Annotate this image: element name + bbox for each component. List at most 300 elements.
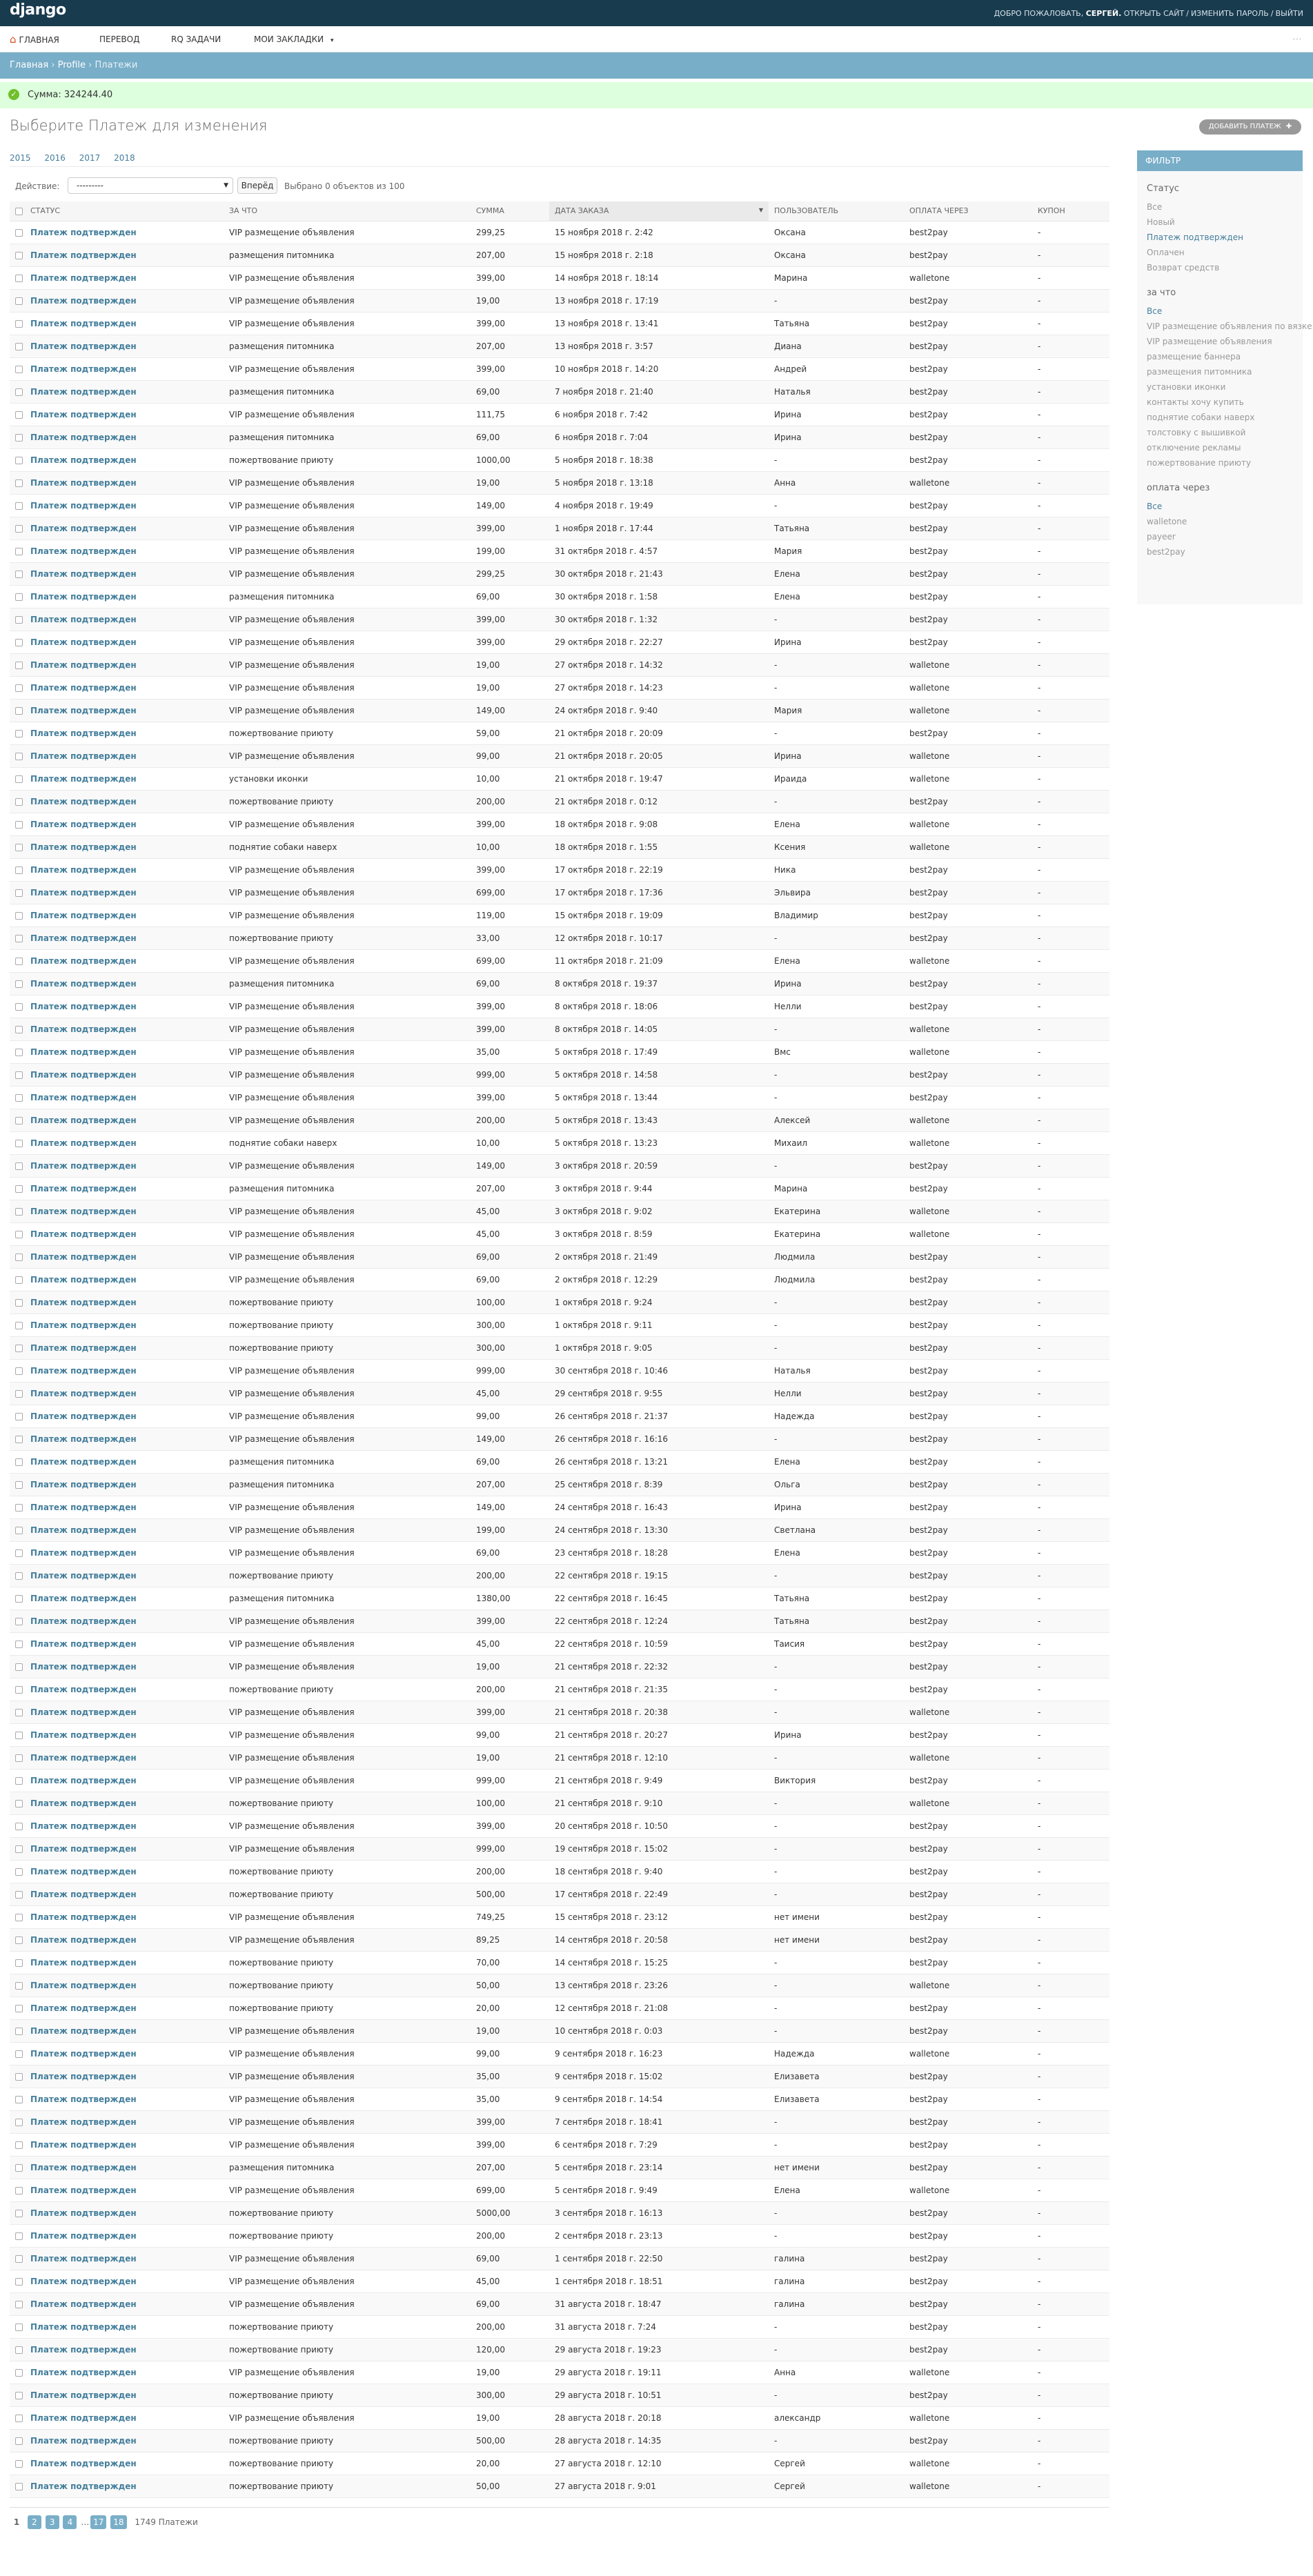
filter-option[interactable]: Все — [1147, 502, 1163, 511]
payment-via-cell: walletone — [904, 835, 1032, 858]
payment-link[interactable]: Платеж подтвержден — [30, 614, 137, 624]
coupon-cell: - — [1032, 1883, 1109, 1905]
payment-link[interactable]: Платеж подтвержден — [30, 1343, 137, 1353]
row-checkbox[interactable] — [10, 1792, 25, 1814]
column-header-user[interactable]: ПОЛЬЗОВАТЕЛЬ — [769, 201, 904, 221]
payment-link[interactable]: Платеж подтвержден — [30, 1821, 137, 1831]
coupon-cell: - — [1032, 2019, 1109, 2042]
status-cell — [25, 539, 224, 562]
payment-link[interactable]: Платеж подтвержден — [30, 1707, 137, 1717]
filter-option[interactable]: VIP размещение объявления по вязке — [1147, 321, 1312, 331]
add-payment-button[interactable] — [1199, 119, 1301, 135]
payment-link[interactable]: Платеж подтвержден — [30, 2276, 137, 2286]
row-checkbox[interactable] — [10, 2224, 25, 2247]
year-link[interactable]: 2018 — [114, 153, 135, 163]
payment-link[interactable]: Платеж подтвержден — [30, 1320, 137, 1330]
row-checkbox[interactable] — [10, 1063, 25, 1086]
row-checkbox[interactable] — [10, 949, 25, 972]
column-header-for-what[interactable]: ЗА ЧТО — [224, 201, 471, 221]
sort-desc-icon[interactable]: ▼ — [758, 207, 763, 213]
payment-link[interactable]: Платеж подтвержден — [30, 273, 137, 283]
payment-link[interactable]: Платеж подтвержден — [30, 1388, 137, 1398]
payment-link[interactable]: Платеж подтвержден — [30, 1411, 137, 1421]
payment-link[interactable]: Платеж подтвержден — [30, 1138, 137, 1148]
row-checkbox[interactable] — [10, 608, 25, 631]
order-date-cell: 6 ноября 2018 г. 7:42 — [549, 403, 769, 426]
order-date-cell: 3 октября 2018 г. 8:59 — [549, 1222, 769, 1245]
row-checkbox[interactable] — [10, 1291, 25, 1314]
table-row — [10, 699, 1109, 722]
payment-link[interactable]: Платеж подтвержден — [30, 523, 137, 533]
row-checkbox[interactable] — [10, 767, 25, 790]
row-checkbox[interactable] — [10, 1336, 25, 1359]
coupon-cell: - — [1032, 448, 1109, 471]
payment-link[interactable]: Платеж подтвержден — [30, 887, 137, 898]
coupon-cell: - — [1032, 2179, 1109, 2201]
filter-option[interactable]: отключение рекламы — [1147, 443, 1241, 453]
row-checkbox[interactable] — [10, 1997, 25, 2019]
payment-link[interactable]: Платеж подтвержден — [30, 864, 137, 875]
filter-option[interactable]: Все — [1147, 202, 1163, 212]
payment-link[interactable]: Платеж подтвержден — [30, 1001, 137, 1011]
breadcrumb-app[interactable]: Profile — [57, 60, 86, 70]
row-checkbox[interactable] — [10, 2201, 25, 2224]
payment-link[interactable]: Платеж подтвержден — [30, 1365, 137, 1376]
payment-link[interactable]: Платеж подтвержден — [30, 1183, 137, 1193]
payment-link[interactable]: Платеж подтвержден — [30, 546, 137, 556]
row-checkbox[interactable] — [10, 2475, 25, 2497]
payment-link[interactable]: Платеж подтвержден — [30, 1502, 137, 1512]
payment-link[interactable]: Платеж подтвержден — [30, 842, 137, 852]
coupon-cell: - — [1032, 1382, 1109, 1405]
payment-link[interactable]: Платеж подтвержден — [30, 2230, 137, 2241]
payment-link[interactable]: Платеж подтвержден — [30, 1092, 137, 1102]
payment-via-cell: best2pay — [904, 1268, 1032, 1291]
payment-link[interactable]: Платеж подтвержден — [30, 2253, 137, 2263]
row-checkbox[interactable] — [10, 1655, 25, 1678]
order-date-cell: 15 октября 2018 г. 19:09 — [549, 904, 769, 927]
column-header-coupon[interactable]: КУПОН — [1032, 201, 1109, 221]
payment-link[interactable]: Платеж подтвержден — [30, 1752, 137, 1763]
payment-link[interactable]: Платеж подтвержден — [30, 364, 137, 374]
row-checkbox[interactable] — [10, 585, 25, 608]
status-cell — [25, 676, 224, 699]
payment-link[interactable]: Платеж подтвержден — [30, 955, 137, 966]
page-link[interactable]: 2 — [28, 2515, 41, 2529]
payment-link[interactable]: Платеж подтвержден — [30, 1206, 137, 1216]
payment-link[interactable]: Платеж подтвержден — [30, 773, 137, 784]
payment-link[interactable]: Платеж подтвержден — [30, 250, 137, 260]
payment-link[interactable]: Платеж подтвержден — [30, 637, 137, 647]
page-link[interactable]: 4 — [63, 2515, 77, 2529]
row-checkbox[interactable] — [10, 1518, 25, 1541]
row-checkbox[interactable] — [10, 1860, 25, 1883]
row-checkbox[interactable] — [10, 1974, 25, 1997]
payment-link[interactable]: Платеж подтвержден — [30, 1547, 137, 1558]
row-checkbox[interactable] — [10, 1040, 25, 1063]
row-checkbox[interactable] — [10, 790, 25, 813]
payment-link[interactable]: Платеж подтвержден — [30, 682, 137, 693]
row-checkbox[interactable] — [10, 1837, 25, 1860]
nav-rq-tasks[interactable]: RQ ЗАДАЧИ — [171, 34, 221, 44]
row-checkbox[interactable] — [10, 426, 25, 448]
for-what-cell: установки иконки — [224, 767, 471, 790]
filter-option[interactable]: Новый — [1147, 217, 1175, 227]
payment-link[interactable]: Платеж подтвержден — [30, 705, 137, 715]
column-header-order-date[interactable] — [549, 201, 769, 221]
page-link[interactable]: 17 — [90, 2515, 106, 2529]
order-date-cell: 21 сентября 2018 г. 9:10 — [549, 1792, 769, 1814]
year-link[interactable]: 2017 — [79, 153, 101, 163]
column-header-payment-via[interactable]: ОПЛАТА ЧЕРЕЗ — [904, 201, 1032, 221]
payment-link[interactable]: Платеж подтвержден — [30, 2139, 137, 2150]
row-checkbox[interactable] — [10, 1769, 25, 1792]
nav-home[interactable] — [10, 26, 59, 52]
row-checkbox[interactable] — [10, 676, 25, 699]
for-what-cell: VIP размещение объявления — [224, 1655, 471, 1678]
row-checkbox[interactable] — [10, 858, 25, 881]
row-checkbox[interactable] — [10, 881, 25, 904]
filter-option[interactable]: VIP размещение объявления — [1147, 337, 1272, 346]
row-checkbox[interactable] — [10, 1883, 25, 1905]
payment-link[interactable]: Платеж подтвержден — [30, 386, 137, 397]
payment-link[interactable]: Платеж подтвержден — [30, 751, 137, 761]
filter-option[interactable]: Платеж подтвержден — [1147, 232, 1243, 242]
row-checkbox[interactable] — [10, 1928, 25, 1951]
payment-link[interactable]: Платеж подтвержден — [30, 2003, 137, 2013]
row-checkbox[interactable] — [10, 221, 25, 244]
payment-link[interactable]: Платеж подтвержден — [30, 2208, 137, 2218]
payment-link[interactable]: Платеж подтвержден — [30, 660, 137, 670]
row-checkbox[interactable] — [10, 1427, 25, 1450]
filter-option[interactable]: толстовку с вышивкой — [1147, 428, 1246, 437]
payment-link[interactable]: Платеж подтвержден — [30, 728, 137, 738]
payment-link[interactable]: Платеж подтвержден — [30, 432, 137, 442]
page-link[interactable]: 18 — [110, 2515, 126, 2529]
row-checkbox[interactable] — [10, 1268, 25, 1291]
status-cell — [25, 608, 224, 631]
user-cell: - — [769, 1792, 904, 1814]
payment-link[interactable]: Платеж подтвержден — [30, 2412, 137, 2423]
row-checkbox[interactable] — [10, 1177, 25, 1200]
payment-link[interactable]: Платеж подтвержден — [30, 1912, 137, 1922]
row-checkbox[interactable] — [10, 1359, 25, 1382]
payment-via-cell: walletone — [904, 1701, 1032, 1723]
payment-link[interactable]: Платеж подтвержден — [30, 2071, 137, 2081]
filter-option[interactable]: Все — [1147, 306, 1163, 316]
payment-link[interactable]: Платеж подтвержден — [30, 2435, 137, 2446]
payment-link[interactable]: Платеж подтвержден — [30, 2321, 137, 2332]
filter-option[interactable]: payeer — [1147, 532, 1176, 542]
order-date-cell: 15 сентября 2018 г. 23:12 — [549, 1905, 769, 1928]
payment-link[interactable]: Платеж подтвержден — [30, 2185, 137, 2195]
row-checkbox[interactable] — [10, 1564, 25, 1587]
payment-link[interactable]: Платеж подтвержден — [30, 227, 137, 237]
payment-link[interactable]: Платеж подтвержден — [30, 2390, 137, 2400]
filter-option[interactable]: Возврат средств — [1147, 263, 1220, 273]
payment-link[interactable]: Платеж подтвержден — [30, 477, 137, 488]
table-row — [10, 1518, 1109, 1541]
row-checkbox[interactable] — [10, 1746, 25, 1769]
payment-link[interactable]: Платеж подтвержден — [30, 2048, 137, 2059]
payment-link[interactable]: Платеж подтвержден — [30, 2367, 137, 2377]
row-checkbox[interactable] — [10, 2361, 25, 2384]
row-checkbox[interactable] — [10, 403, 25, 426]
filter-option[interactable]: пожертвование приюту — [1147, 458, 1252, 468]
row-checkbox[interactable] — [10, 471, 25, 494]
coupon-cell: - — [1032, 858, 1109, 881]
row-checkbox[interactable] — [10, 2042, 25, 2065]
row-checkbox[interactable] — [10, 1154, 25, 1177]
row-checkbox[interactable] — [10, 448, 25, 471]
row-checkbox[interactable] — [10, 1450, 25, 1473]
status-cell — [25, 494, 224, 517]
payment-link[interactable]: Платеж подтвержден — [30, 2117, 137, 2127]
for-what-cell: VIP размещение объявления — [224, 562, 471, 585]
row-checkbox[interactable] — [10, 562, 25, 585]
filter-option[interactable]: walletone — [1147, 517, 1187, 526]
row-checkbox[interactable] — [10, 335, 25, 357]
payment-link[interactable]: Платеж подтвержден — [30, 1525, 137, 1535]
results-table — [10, 201, 1109, 2498]
payment-link[interactable]: Платеж подтвержден — [30, 1775, 137, 1785]
row-checkbox[interactable] — [10, 2429, 25, 2452]
row-checkbox[interactable] — [10, 1609, 25, 1632]
row-checkbox[interactable] — [10, 744, 25, 767]
status-cell — [25, 2133, 224, 2156]
row-checkbox[interactable] — [10, 2315, 25, 2338]
payment-link[interactable]: Платеж подтвержден — [30, 2025, 137, 2036]
page-link[interactable]: 3 — [46, 2515, 59, 2529]
filter-option[interactable]: контакты хочу купить — [1147, 397, 1244, 407]
payment-link[interactable]: Платеж подтвержден — [30, 933, 137, 943]
row-checkbox[interactable] — [10, 2110, 25, 2133]
payment-via-cell: best2pay — [904, 1427, 1032, 1450]
row-checkbox[interactable] — [10, 1951, 25, 1974]
filter-option[interactable]: размещения питомника — [1147, 367, 1252, 377]
filter-group-title: Статус — [1147, 184, 1180, 194]
filter-option[interactable]: best2pay — [1147, 547, 1185, 557]
payment-link[interactable]: Платеж подтвержден — [30, 1024, 137, 1034]
row-checkbox[interactable] — [10, 813, 25, 835]
row-checkbox[interactable] — [10, 995, 25, 1018]
row-checkbox[interactable] — [10, 2156, 25, 2179]
payment-link[interactable]: Платеж подтвержден — [30, 1251, 137, 1262]
payment-link[interactable]: Платеж подтвержден — [30, 568, 137, 579]
logout-link[interactable]: ВЫЙТИ — [1275, 9, 1303, 18]
payment-link[interactable]: Платеж подтвержден — [30, 1297, 137, 1307]
user-cell: Екатерина — [769, 1200, 904, 1222]
payment-link[interactable]: Платеж подтвержден — [30, 1638, 137, 1649]
change-password-link[interactable]: ИЗМЕНИТЬ ПАРОЛЬ — [1190, 9, 1269, 18]
row-checkbox[interactable] — [10, 1587, 25, 1609]
payment-link[interactable]: Платеж подтвержден — [30, 819, 137, 829]
row-checkbox[interactable] — [10, 494, 25, 517]
payment-link[interactable]: Платеж подтвержден — [30, 910, 137, 920]
payment-link[interactable]: Платеж подтвержден — [30, 1661, 137, 1672]
payment-link[interactable]: Платеж подтвержден — [30, 2162, 137, 2172]
nav-translate[interactable]: ПЕРЕВОД — [99, 34, 140, 44]
payment-link[interactable]: Платеж подтвержден — [30, 318, 137, 328]
coupon-cell: - — [1032, 221, 1109, 244]
row-checkbox[interactable] — [10, 2292, 25, 2315]
user-cell: - — [769, 790, 904, 813]
payment-link[interactable]: Платеж подтвержден — [30, 591, 137, 602]
payment-link[interactable]: Платеж подтвержден — [30, 1934, 137, 1945]
row-checkbox[interactable] — [10, 517, 25, 539]
row-checkbox[interactable] — [10, 1701, 25, 1723]
row-checkbox[interactable] — [10, 2384, 25, 2406]
row-checkbox[interactable] — [10, 2406, 25, 2429]
payment-link[interactable]: Платеж подтвержден — [30, 1047, 137, 1057]
row-checkbox[interactable] — [10, 539, 25, 562]
row-checkbox[interactable] — [10, 2019, 25, 2042]
row-checkbox[interactable] — [10, 2179, 25, 2201]
table-row — [10, 1701, 1109, 1723]
payment-link[interactable]: Платеж подтвержден — [30, 1866, 137, 1876]
payment-link[interactable]: Платеж подтвержден — [30, 1616, 137, 1626]
payment-link[interactable]: Платеж подтвержден — [30, 2094, 137, 2104]
row-checkbox[interactable] — [10, 835, 25, 858]
for-what-cell: поднятие собаки наверх — [224, 835, 471, 858]
go-button[interactable]: Вперёд — [237, 177, 277, 194]
row-checkbox[interactable] — [10, 1086, 25, 1109]
payment-link[interactable]: Платеж подтвержден — [30, 409, 137, 419]
filter-option[interactable]: установки иконки — [1147, 382, 1226, 392]
payment-link[interactable]: Платеж подтвержден — [30, 1684, 137, 1694]
row-checkbox[interactable] — [10, 1632, 25, 1655]
table-row — [10, 2065, 1109, 2088]
row-checkbox[interactable] — [10, 1678, 25, 1701]
row-checkbox[interactable] — [10, 631, 25, 653]
action-select[interactable] — [68, 177, 233, 194]
payment-link[interactable]: Платеж подтвержден — [30, 341, 137, 351]
payment-link[interactable]: Платеж подтвержден — [30, 1957, 137, 1968]
column-header-status[interactable]: СТАТУС — [25, 201, 224, 221]
payment-link[interactable]: Платеж подтвержден — [30, 1730, 137, 1740]
row-checkbox[interactable] — [10, 244, 25, 266]
row-checkbox[interactable] — [10, 1473, 25, 1496]
row-checkbox[interactable] — [10, 904, 25, 927]
row-checkbox[interactable] — [10, 2088, 25, 2110]
payment-link[interactable]: Платеж подтвержден — [30, 796, 137, 806]
row-checkbox[interactable] — [10, 927, 25, 949]
order-date-cell: 14 сентября 2018 г. 20:58 — [549, 1928, 769, 1951]
settings-icon[interactable]: ⋯ — [1292, 34, 1302, 45]
actions-bar — [10, 177, 1109, 195]
row-checkbox[interactable] — [10, 266, 25, 289]
amount-cell: 1000,00 — [471, 448, 549, 471]
row-checkbox[interactable] — [10, 699, 25, 722]
payment-link[interactable]: Платеж подтвержден — [30, 1843, 137, 1854]
payment-link[interactable]: Платеж подтвержден — [30, 1479, 137, 1489]
row-checkbox[interactable] — [10, 1222, 25, 1245]
coupon-cell: - — [1032, 1200, 1109, 1222]
year-link[interactable]: 2015 — [10, 153, 31, 163]
payment-link[interactable]: Платеж подтвержден — [30, 1456, 137, 1467]
row-checkbox[interactable] — [10, 380, 25, 403]
row-checkbox[interactable] — [10, 1018, 25, 1040]
row-checkbox[interactable] — [10, 2452, 25, 2475]
row-checkbox[interactable] — [10, 972, 25, 995]
payment-link[interactable]: Платеж подтвержден — [30, 978, 137, 989]
row-checkbox[interactable] — [10, 1541, 25, 1564]
row-checkbox[interactable] — [10, 2065, 25, 2088]
payment-link[interactable]: Платеж подтвержден — [30, 2481, 137, 2491]
row-checkbox[interactable] — [10, 1109, 25, 1131]
amount-cell: 300,00 — [471, 1314, 549, 1336]
row-checkbox[interactable] — [10, 653, 25, 676]
payment-link[interactable]: Платеж подтвержден — [30, 1593, 137, 1603]
django-logo[interactable]: django — [10, 1, 66, 19]
breadcrumb-home[interactable]: Главная — [10, 60, 49, 70]
row-checkbox[interactable] — [10, 1723, 25, 1746]
row-checkbox[interactable] — [10, 722, 25, 744]
row-checkbox[interactable] — [10, 1405, 25, 1427]
row-checkbox[interactable] — [10, 1905, 25, 1928]
user-cell: Анна — [769, 2361, 904, 2384]
payment-link[interactable]: Платеж подтвержден — [30, 1889, 137, 1899]
payment-link[interactable]: Платеж подтвержден — [30, 2299, 137, 2309]
order-date-cell: 5 ноября 2018 г. 13:18 — [549, 471, 769, 494]
amount-cell: 149,00 — [471, 1427, 549, 1450]
row-checkbox[interactable] — [10, 2338, 25, 2361]
row-checkbox[interactable] — [10, 1200, 25, 1222]
payment-link[interactable]: Платеж подтвержден — [30, 295, 137, 306]
filter-option[interactable]: размещение баннера — [1147, 352, 1241, 361]
select-all-checkbox[interactable] — [10, 201, 25, 221]
year-link[interactable]: 2016 — [44, 153, 66, 163]
table-row — [10, 881, 1109, 904]
row-checkbox[interactable] — [10, 1496, 25, 1518]
payment-link[interactable]: Платеж подтвержден — [30, 455, 137, 465]
row-checkbox[interactable] — [10, 1814, 25, 1837]
payment-link[interactable]: Платеж подтвержден — [30, 2344, 137, 2355]
row-checkbox[interactable] — [10, 2133, 25, 2156]
row-checkbox[interactable] — [10, 1131, 25, 1154]
payment-link[interactable]: Платеж подтвержден — [30, 1069, 137, 1080]
row-checkbox[interactable] — [10, 2247, 25, 2270]
coupon-cell: - — [1032, 790, 1109, 813]
payment-link[interactable]: Платеж подтвержден — [30, 1115, 137, 1125]
nav-bookmarks[interactable] — [254, 26, 333, 52]
payment-link[interactable]: Платеж подтвержден — [30, 1570, 137, 1581]
row-checkbox[interactable] — [10, 357, 25, 380]
payment-link[interactable]: Платеж подтвержден — [30, 1798, 137, 1808]
order-date-cell: 13 ноября 2018 г. 17:19 — [549, 289, 769, 312]
user-cell: Елена — [769, 562, 904, 585]
payment-link[interactable]: Платеж подтвержден — [30, 1229, 137, 1239]
payment-link[interactable]: Платеж подтвержден — [30, 2458, 137, 2468]
column-header-amount[interactable]: СУММА — [471, 201, 549, 221]
payment-link[interactable]: Платеж подтвержден — [30, 1434, 137, 1444]
row-checkbox[interactable] — [10, 312, 25, 335]
row-checkbox[interactable] — [10, 1382, 25, 1405]
filter-option[interactable]: поднятие собаки наверх — [1147, 413, 1255, 422]
row-checkbox[interactable] — [10, 1245, 25, 1268]
row-checkbox[interactable] — [10, 2270, 25, 2292]
coupon-cell: - — [1032, 653, 1109, 676]
row-checkbox[interactable] — [10, 289, 25, 312]
payment-link[interactable]: Платеж подтвержден — [30, 500, 137, 511]
payment-link[interactable]: Платеж подтвержден — [30, 1160, 137, 1171]
payment-link[interactable]: Платеж подтвержден — [30, 1980, 137, 1990]
payment-link[interactable]: Платеж подтвержден — [30, 1274, 137, 1285]
filter-option[interactable]: Оплачен — [1147, 248, 1185, 257]
row-checkbox[interactable] — [10, 1314, 25, 1336]
user-cell: Людмила — [769, 1245, 904, 1268]
view-site-link[interactable]: ОТКРЫТЬ САЙТ — [1123, 9, 1185, 18]
